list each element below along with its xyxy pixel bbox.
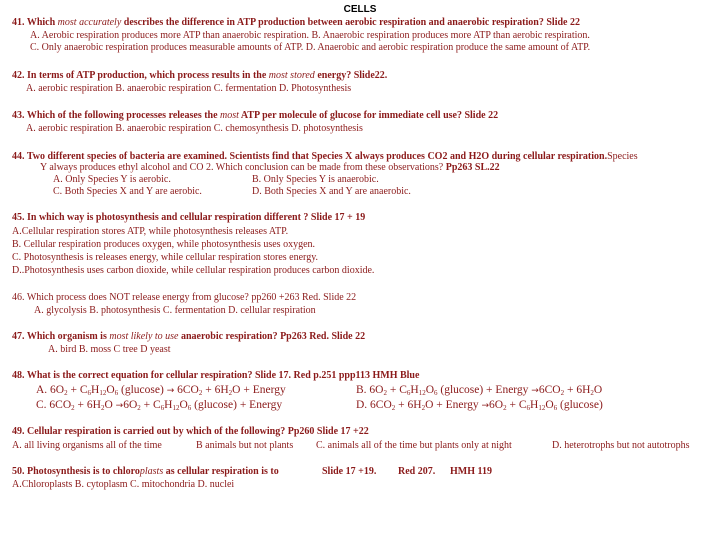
question-50-stem: 50. Photosynthesis is to chloroplasts as cellular respiration is to bbox=[12, 466, 279, 477]
question-44-stem: 44. Two different species of bacteria are examined. Scientists find that Species X always produces CO2 and H2O during cellular respiration.Species bbox=[12, 151, 638, 162]
question-44-option-d: D. Both Species X and Y are anaerobic. bbox=[252, 186, 411, 197]
question-45-option-b: B. Cellular respiration produces oxygen, while photosynthesis uses oxygen. bbox=[12, 239, 316, 250]
question-42-options: A. aerobic respiration B. anaerobic respiration C. fermentation D. Photosynthesis bbox=[26, 83, 352, 94]
question-47-stem: 47. Which organism is most likely to use anaerobic respiration? Pp263 Red. Slide 22 bbox=[12, 331, 366, 342]
page-title: CELLS bbox=[343, 4, 377, 15]
question-44-option-c: C. Both Species X and Y are aerobic. bbox=[53, 186, 202, 197]
question-47-options: A. bird B. moss C tree D yeast bbox=[48, 344, 171, 355]
question-44-option-a: A. Only Species Y is aerobic. bbox=[53, 174, 171, 185]
arrow-icon: → bbox=[115, 401, 124, 411]
question-45-option-c: C. Photosynthesis is releases energy, while cellular respiration stores energy. bbox=[12, 252, 319, 263]
question-48-option-b: B. $6O_2 + C_6H_{12}O_6$ (glucose) + Energy $\to 6CO_2 + 6H_2O$ bbox=[356, 384, 603, 397]
question-45-stem: 45. In which way is photosynthesis and cellular respiration different ? Slide 17 + 19 bbox=[12, 212, 366, 223]
question-49-stem: 49. Cellular respiration is carried out by which of the following? Pp260 Slide 17 +22 bbox=[12, 426, 369, 437]
question-43-stem: 43. Which of the following processes releases the most ATP per molecule of glucose for immediate cell use? Slide 22 bbox=[12, 110, 499, 121]
question-46-stem: 46. Which process does NOT release energy from glucose? pp260 +263 Red. Slide 22 bbox=[12, 292, 357, 303]
question-50-options: A.Chloroplasts B. cytoplasm C. mitochondria D. nuclei bbox=[12, 479, 235, 490]
question-50-ref-red: Red 207. bbox=[398, 466, 436, 477]
question-44-option-b: B. Only Species Y is anaerobic. bbox=[252, 174, 379, 185]
question-48-option-a: A. $6O_2 + C_6H_{12}O_6$ $(glucose) \to 6CO_2 + 6H_2O$ + Energy bbox=[36, 384, 286, 397]
question-45-option-a: A.Cellular respiration stores ATP, while photosynthesis releases ATP. bbox=[12, 226, 289, 237]
question-46-options: A. glycolysis B. photosynthesis C. fermentation D. cellular respiration bbox=[34, 305, 316, 316]
question-43-options: A. aerobic respiration B. anaerobic respiration C. chemosynthesis D. photosynthesis bbox=[26, 123, 363, 134]
arrow-icon: → bbox=[481, 401, 490, 411]
question-49-option-c: C. animals all of the time but plants only at night bbox=[316, 440, 512, 451]
question-50-ref-slide: Slide 17 +19. bbox=[322, 466, 377, 477]
question-48-option-c: C. $6CO_2 + 6H_2O \to 6O_2 + C_6H_{12}O_6$ (glucose) + Energy bbox=[36, 399, 283, 412]
question-50-ref-hmh: HMH 119 bbox=[450, 466, 492, 477]
question-45-option-d: D..Photosynthesis uses carbon dioxide, while cellular respiration produces carbon dioxide. bbox=[12, 265, 375, 276]
arrow-icon: → bbox=[166, 386, 175, 396]
question-49-option-d: D. heterotrophs but not autotrophs bbox=[552, 440, 690, 451]
question-48-option-d: D. $6CO_2 + 6H_2O$ + Energy $\to 6O_2 + C_6H_{12}O_6$ (glucose) bbox=[356, 399, 603, 412]
arrow-icon: → bbox=[531, 386, 539, 396]
question-49-option-b: B animals but not plants bbox=[196, 440, 294, 451]
question-49-option-a: A. all living organisms all of the time bbox=[12, 440, 162, 451]
question-42-stem: 42. In terms of ATP production, which process results in the most stored energy? Slide22. bbox=[12, 70, 388, 81]
question-41-options-ab: A. Aerobic respiration produces more ATP than anaerobic respiration. B. Anaerobic respiration produces more ATP than aerobic respiration. bbox=[30, 30, 590, 41]
question-44-stem-2: Y always produces ethyl alcohol and CO 2. Which conclusion can be made from these observations? Pp263 SL.22 bbox=[40, 162, 500, 173]
question-41-stem: 41. Which most accurately describes the difference in ATP production between aerobic respiration and anaerobic respiration? Slide 22 bbox=[12, 17, 580, 28]
question-48-stem: 48. What is the correct equation for cellular respiration? Slide 17. Red p.251 ppp113 HMH Blue bbox=[12, 370, 420, 381]
question-41-options-cd: C. Only anaerobic respiration produces measurable amounts of ATP. D. Anaerobic and aerobic respiration produce the same amount of ATP. bbox=[30, 42, 591, 53]
